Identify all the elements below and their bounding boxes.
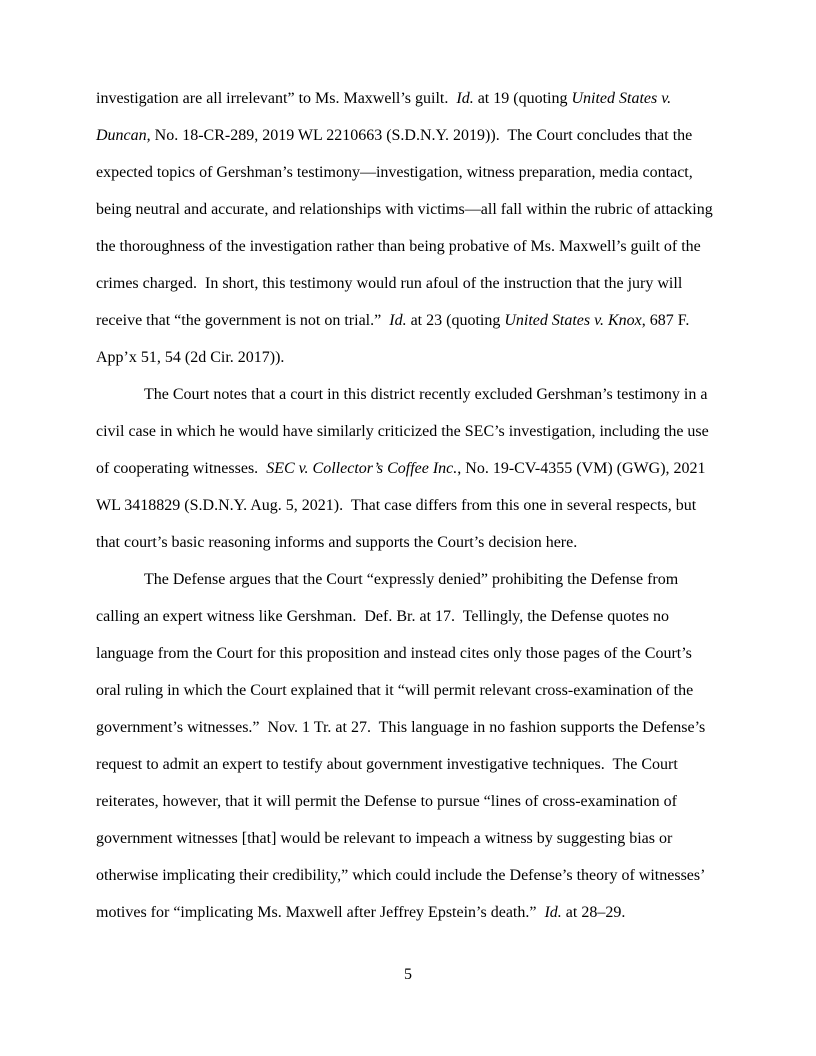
page-footer <box>0 965 816 984</box>
text-run: , 687 F. App’x 51, 54 (2d Cir. 2017)). <box>96 312 693 366</box>
text-run: at 23 (quoting <box>406 312 505 329</box>
text-run: at 19 (quoting <box>473 90 572 107</box>
text-run: The Court notes that a court in this district recently excluded Gershman’s testimony in a civil case in which he would have similarly criticized the SEC’s investigation, including the use of cooperating witnesses. <box>96 386 713 477</box>
text-run: at 28–29. <box>561 904 626 921</box>
paragraph <box>96 561 720 931</box>
citation-italic: United States v. Knox <box>504 312 642 329</box>
citation-italic: Id. <box>456 90 474 107</box>
text-run: , No. 18-CR-289, 2019 WL 2210663 (S.D.N.Y. 2019)). The Court concludes that the expected topics of Gershman’s testimony—investigation, witness preparation, media contact, being neutral and accurate, and relationships with victims—all fall within the rubric of attacking the thoroughness of the investigation rather than being probative of Ms. Maxwell’s guilt of the crimes charged. In short, this testimony would run afoul of the instruction that the jury will receive that “the government is not on trial.” <box>96 127 717 329</box>
paragraph <box>96 376 720 561</box>
citation-italic: Id. <box>544 904 562 921</box>
text-run: The Defense argues that the Court “expressly denied” prohibiting the Defense from calling an expert witness like Gershman. Def. Br. at 17. Tellingly, the Defense quotes no language from the Court for this proposition and instead cites only those pages of the Court’s oral ruling in which the Court explained that it “will permit relevant cross-examination of the government’s witnesses.” Nov. 1 Tr. at 27. This language in no fashion supports the Defense’s request to admit an expert to testify about government investigative techniques. The Court reiterates, however, that it will permit the Defense to pursue “lines of cross-examination of government witnesses [that] would be relevant to impeach a witness by suggesting bias or otherwise implicating their credibility,” which could include the Defense’s theory of witnesses’ motives for “implicating Ms. Maxwell after Jeffrey Epstein’s death.” <box>96 571 710 921</box>
page-number: 5 <box>404 966 412 983</box>
text-run: investigation are all irrelevant” to Ms. Maxwell’s guilt. <box>96 90 457 107</box>
citation-italic: SEC v. Collector’s Coffee Inc. <box>266 460 458 477</box>
citation-italic: Id. <box>389 312 407 329</box>
paragraph <box>96 80 720 376</box>
document-body <box>96 80 720 931</box>
text-run: , No. 19-CV-4355 (VM) (GWG), 2021 WL 3418829 (S.D.N.Y. Aug. 5, 2021). That case differs from this one in several respects, but that court’s basic reasoning informs and supports the Court’s decision here. <box>96 460 710 551</box>
citation-italic: United States v. Duncan <box>96 90 676 144</box>
